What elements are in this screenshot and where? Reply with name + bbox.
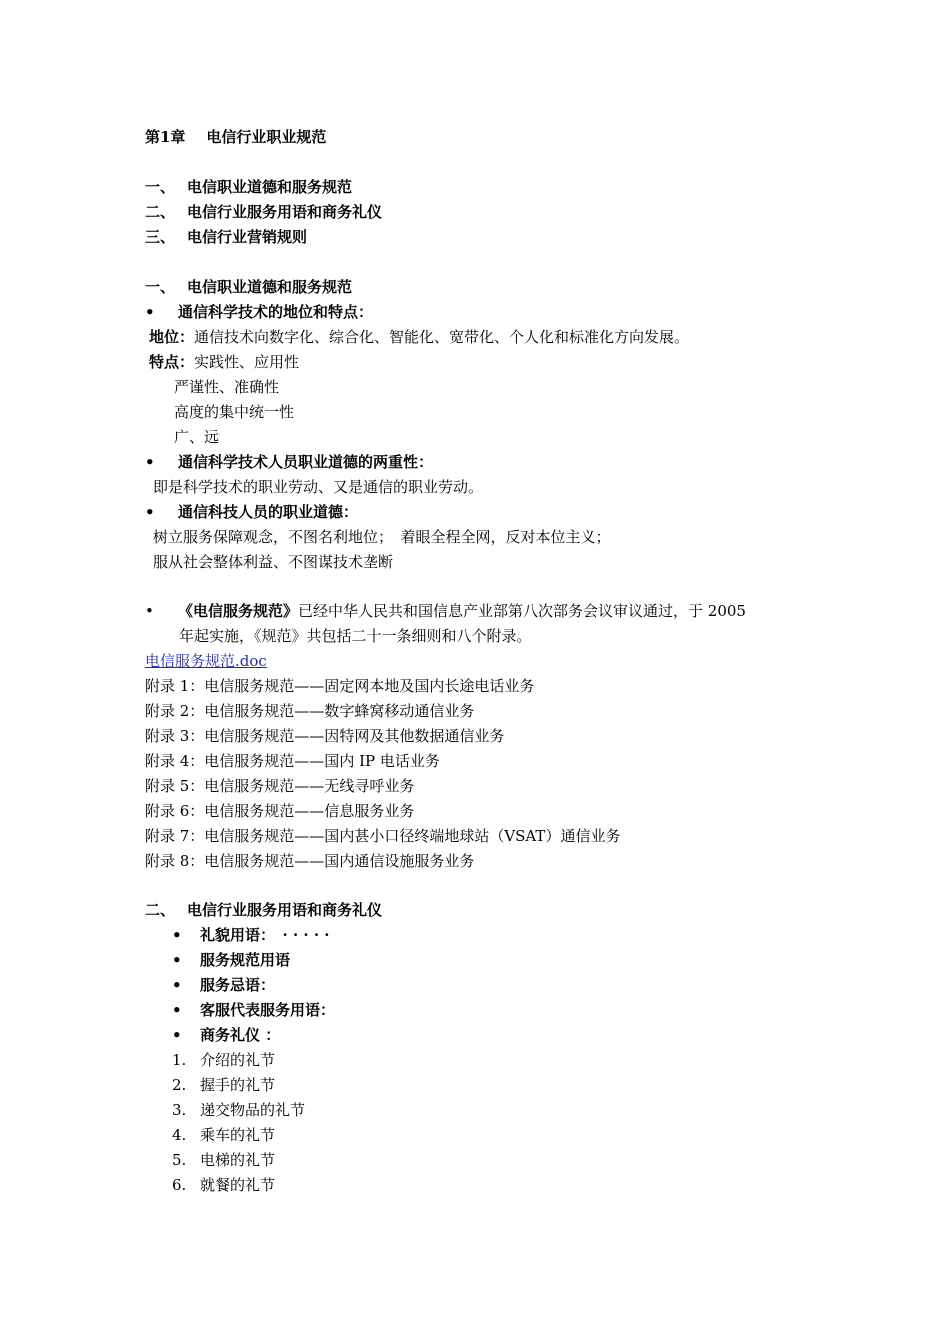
bullet-item — [172, 973, 275, 998]
appendix-item: 附录 4：电信服务规范——国内 IP 电话业务 — [145, 752, 440, 770]
bullet-icon: • — [145, 453, 155, 471]
toc-item — [145, 175, 352, 200]
bullet-icon: • — [172, 976, 182, 994]
section-number: 二、 — [145, 901, 176, 919]
list-number: 2. — [172, 1076, 187, 1094]
etiquette-item — [172, 1098, 305, 1123]
feature-text: 高度的集中统一性 — [174, 403, 295, 421]
etiquette-item — [172, 1173, 275, 1198]
bullet-icon: • — [145, 503, 155, 521]
bullet-text: 通信科学技术的地位和特点： — [178, 303, 374, 321]
bullet-text: 已经中华人民共和国信息产业部第八次部务会议审议通过，于 2005 — [298, 602, 746, 620]
section-heading — [145, 898, 382, 923]
label: 特点： — [149, 353, 195, 371]
bullet-item — [145, 599, 746, 624]
bullet-item — [145, 500, 358, 525]
paragraph: 服从社会整体利益、不图谋技术垄断 — [153, 553, 394, 571]
section-heading — [145, 275, 352, 300]
bullet-item — [145, 300, 373, 325]
appendix-item: 附录 3：电信服务规范——因特网及其他数据通信业务 — [145, 727, 505, 745]
list-text: 乘车的礼节 — [200, 1126, 276, 1144]
section-title: 电信职业道德和服务规范 — [187, 278, 353, 296]
bullet-icon: • — [172, 951, 182, 969]
feature-text: 严谨性、准确性 — [174, 378, 280, 396]
toc-item — [145, 200, 382, 225]
bullet-icon: • — [145, 303, 155, 321]
bullet-icon: • — [172, 1026, 182, 1044]
paragraph — [149, 350, 299, 375]
section-number: 一、 — [145, 278, 176, 296]
bullet-text: 通信科学技术人员职业道德的两重性： — [178, 453, 434, 471]
paragraph — [149, 325, 689, 350]
list-text: 电梯的礼节 — [200, 1151, 276, 1169]
bullet-item — [145, 450, 433, 475]
appendix-item: 附录 7：电信服务规范——国内甚小口径终端地球站（VSAT）通信业务 — [145, 827, 621, 845]
appendix-item: 附录 1：电信服务规范——固定网本地及国内长途电话业务 — [145, 677, 535, 695]
etiquette-item — [172, 1048, 275, 1073]
bullet-item — [172, 948, 290, 973]
bullet-text: 通信科技人员的职业道德： — [178, 503, 359, 521]
doc-link-row — [145, 649, 267, 674]
appendix-item: 附录 8：电信服务规范——国内通信设施服务业务 — [145, 852, 475, 870]
list-number: 1. — [172, 1051, 187, 1069]
list-text: 介绍的礼节 — [200, 1051, 276, 1069]
toc-text: 电信职业道德和服务规范 — [187, 178, 353, 196]
list-text: 递交物品的礼节 — [200, 1101, 306, 1119]
list-number: 6. — [172, 1176, 187, 1194]
feature-text: 实践性、应用性 — [194, 353, 300, 371]
bullet-text: 礼貌用语： · · · · · — [200, 926, 330, 944]
bullet-item — [172, 998, 335, 1023]
paragraph: 即是科学技术的职业劳动、又是通信的职业劳动。 — [153, 478, 484, 496]
etiquette-item — [172, 1123, 275, 1148]
bullet-text: 服务规范用语 — [200, 951, 291, 969]
toc-text: 电信行业服务用语和商务礼仪 — [187, 203, 383, 221]
bullet-text: 商务礼仪 ： — [200, 1026, 281, 1044]
paragraph: 年起实施，《规范》共包括二十一条细则和八个附录。 — [179, 627, 532, 645]
list-text: 握手的礼节 — [200, 1076, 276, 1094]
toc-number: 二、 — [145, 203, 176, 221]
toc-text: 电信行业营销规则 — [187, 228, 308, 246]
toc-number: 一、 — [145, 178, 176, 196]
bullet-text: 客服代表服务用语： — [200, 1001, 336, 1019]
paragraph: 树立服务保障观念，不图名利地位； 着眼全程全网，反对本位主义； — [153, 528, 611, 546]
service-spec-doc-link[interactable]: 电信服务规范.doc — [145, 652, 267, 670]
list-number: 4. — [172, 1126, 187, 1144]
section-title: 电信行业服务用语和商务礼仪 — [187, 901, 383, 919]
bullet-item — [172, 923, 330, 948]
etiquette-item — [172, 1073, 275, 1098]
appendix-item: 附录 2：电信服务规范——数字蜂窝移动通信业务 — [145, 702, 475, 720]
chapter-heading — [145, 125, 326, 150]
bullet-item — [172, 1023, 280, 1048]
label: 地位： — [149, 328, 195, 346]
chapter-title: 电信行业职业规范 — [206, 128, 327, 146]
bullet-icon: • — [145, 602, 154, 620]
bullet-text: 服务忌语： — [200, 976, 276, 994]
feature-text: 广、远 — [174, 428, 220, 446]
list-number: 5. — [172, 1151, 187, 1169]
bullet-icon: • — [172, 1001, 182, 1019]
doc-title: 《电信服务规范》 — [178, 602, 299, 620]
etiquette-item — [172, 1148, 275, 1173]
appendix-item: 附录 5：电信服务规范——无线寻呼业务 — [145, 777, 415, 795]
chapter-number: 第1章 — [145, 128, 186, 146]
toc-item — [145, 225, 307, 250]
list-text: 就餐的礼节 — [200, 1176, 276, 1194]
toc-number: 三、 — [145, 228, 176, 246]
bullet-icon: • — [172, 926, 182, 944]
appendix-item: 附录 6：电信服务规范——信息服务业务 — [145, 802, 415, 820]
text: 通信技术向数字化、综合化、智能化、宽带化、个人化和标准化方向发展。 — [194, 328, 690, 346]
list-number: 3. — [172, 1101, 187, 1119]
